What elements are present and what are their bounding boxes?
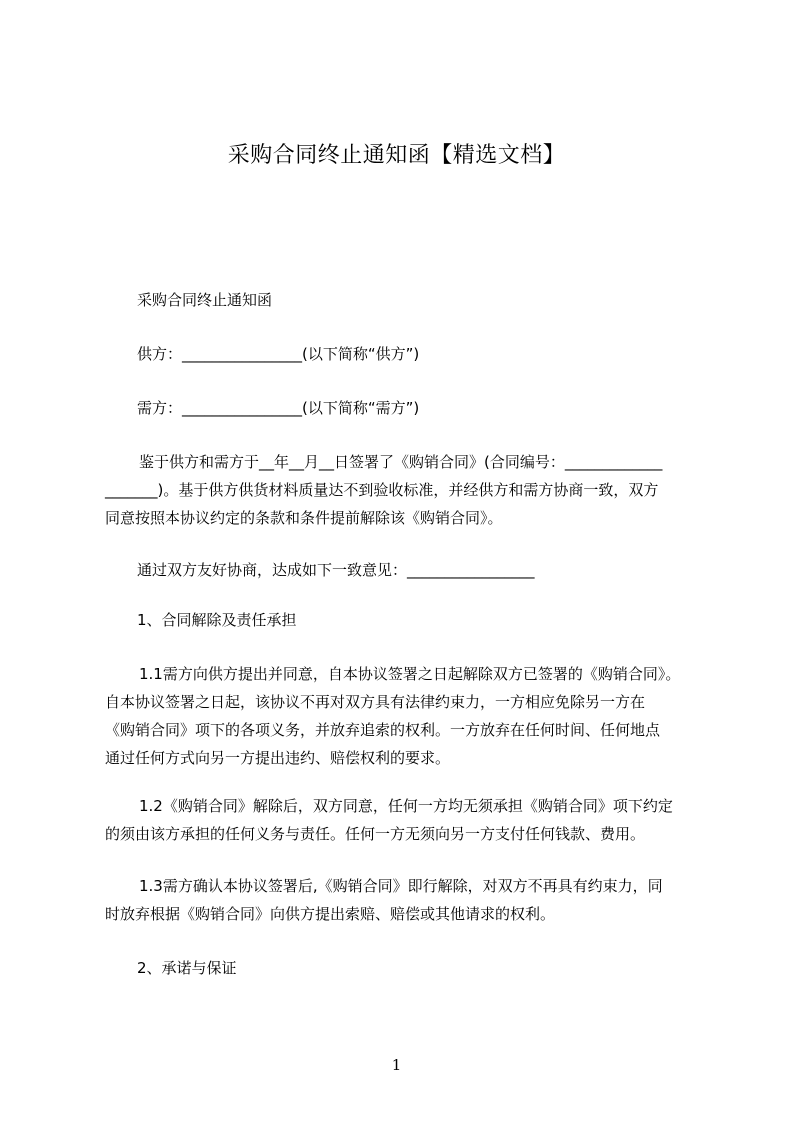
document-title: 采购合同终止通知函【精选文档】 (227, 143, 566, 168)
paragraph-line: 采购合同终止通知函 (137, 291, 273, 309)
paragraph-line: 鉴于供方和需方于__年__月__日签署了《购销合同》(合同编号：_____________ (139, 453, 663, 471)
page-number: 1 (391, 1056, 402, 1074)
paragraph-heading (105, 286, 720, 314)
paragraph-line: 需方：________________(以下简称“需方”) (137, 399, 420, 417)
paragraph-line: 供方：________________(以下简称“供方”) (137, 345, 420, 363)
section-heading-1 (105, 606, 720, 634)
section-heading-2 (105, 954, 720, 982)
paragraph-line: 2、承诺与保证 (137, 959, 237, 977)
clause-1-3 (105, 872, 720, 928)
paragraph-buyer (105, 394, 720, 422)
paragraph-line: 1.1需方向供方提出并同意，自本协议签署之日起解除双方已签署的《购销合同》。 (139, 665, 681, 683)
clause-1-1 (105, 660, 720, 772)
clause-1-2 (105, 792, 720, 848)
paragraph-line: 1.2《购销合同》解除后，双方同意，任何一方均无须承担《购销合同》项下约定 (139, 797, 673, 815)
paragraph-line: 通过任何方式向另一方提出违约、赔偿权利的要求。 (105, 749, 451, 767)
paragraph-line: 通过双方友好协商，达成如下一致意见：_________________ (137, 561, 535, 579)
paragraph-line: 1.3需方确认本协议签署后,《购销合同》即行解除，对双方不再具有约束力，同 (139, 877, 663, 895)
paragraph-line: _______)。基于供方供货材料质量达不到验收标准，并经供方和需方协商一致，双方 (105, 481, 659, 499)
paragraph-line: 1、合同解除及责任承担 (137, 611, 297, 629)
paragraph-whereas (105, 448, 720, 532)
paragraph-agreement (105, 556, 720, 584)
paragraph-supplier (105, 340, 720, 368)
paragraph-line: 自本协议签署之日起，该协议不再对双方具有法律约束力，一方相应免除另一方在 (105, 693, 646, 711)
paragraph-line: 的须由该方承担的任何义务与责任。任何一方无须向另一方支付任何钱款、费用。 (105, 825, 646, 843)
paragraph-line: 《购销合同》项下的各项义务，并放弃追索的权利。一方放弃在任何时间、任何地点 (105, 721, 661, 739)
paragraph-line: 时放弃根据《购销合同》向供方提出索赔、赔偿或其他请求的权利。 (105, 905, 556, 923)
paragraph-line: 同意按照本协议约定的条款和条件提前解除该《购销合同》。 (105, 509, 503, 527)
